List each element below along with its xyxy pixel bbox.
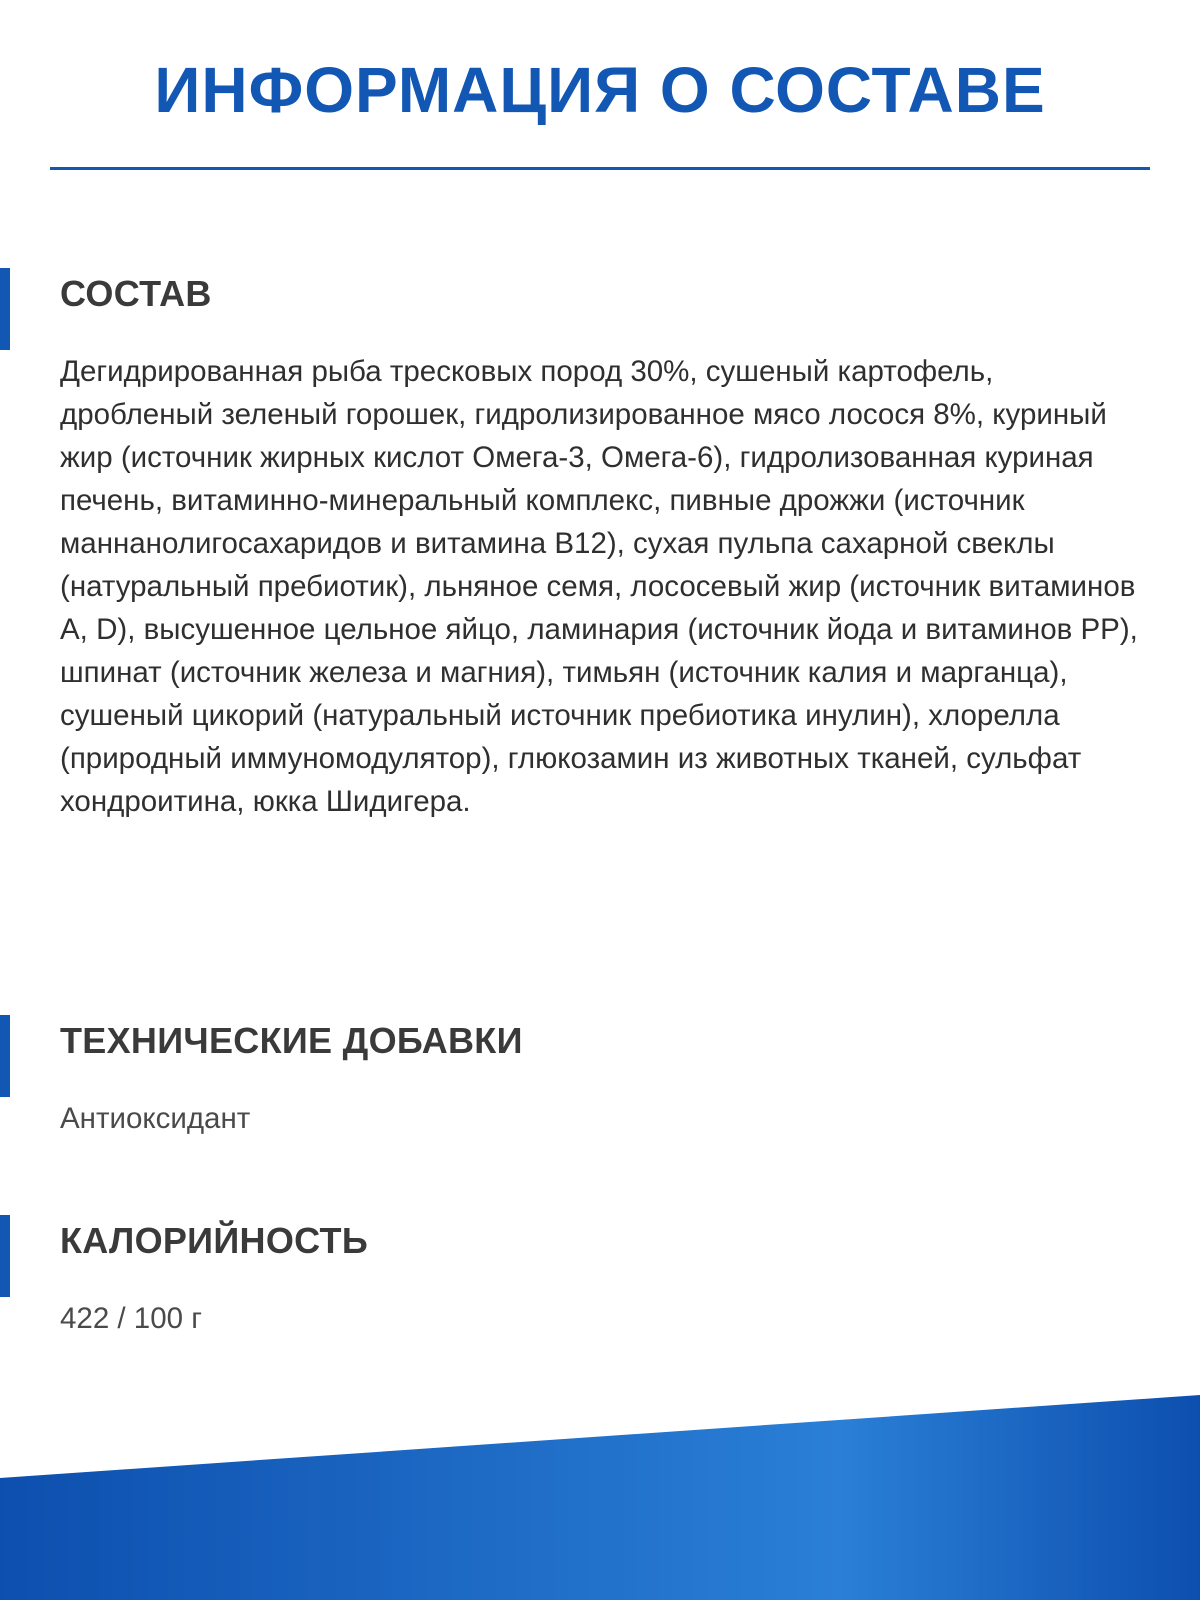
calories-text: 422 / 100 г bbox=[60, 1302, 202, 1335]
section-heading-composition: СОСТАВ bbox=[60, 273, 212, 314]
title-divider bbox=[50, 167, 1150, 170]
additives-text: Антиоксидант bbox=[60, 1102, 251, 1135]
section-accent-bar bbox=[0, 268, 10, 350]
composition-text: Дегидрированная рыба тресковых пород 30%, сушеный картофель, дробленый зеленый горошек, гидролизированное мясо лосося 8%, куриный жир (источник жирных кислот Омега-3, Омега-6), гидролизованная куриная печень, витаминно-минеральный комплекс, пивные дрожжи (источник маннанолигосахаридов и витамина B12), сухая пульпа сахарной свеклы (натуральный пребиотик), льняное семя, лососевый жир (источник витаминов A, D), высушенное цельное яйцо, ламинария (источник йода и витаминов PP), шпинат (источник железа и магния), тимьян (источник калия и марганца), сушеный цикорий (натуральный источник пребиотика инулин), хлорелла (природный иммуномодулятор), глюкозамин из животных тканей, сульфат хондроитина, юкка Шидигера. bbox=[60, 355, 1138, 818]
section-accent-bar bbox=[0, 1215, 10, 1297]
decorative-bottom-band bbox=[0, 1360, 1200, 1600]
section-heading-calories: КАЛОРИЙНОСТЬ bbox=[60, 1220, 369, 1261]
page-title: ИНФОРМАЦИЯ О СОСТАВЕ bbox=[154, 54, 1046, 126]
section-accent-bar bbox=[0, 1015, 10, 1097]
section-heading-additives: ТЕХНИЧЕСКИЕ ДОБАВКИ bbox=[60, 1020, 523, 1061]
